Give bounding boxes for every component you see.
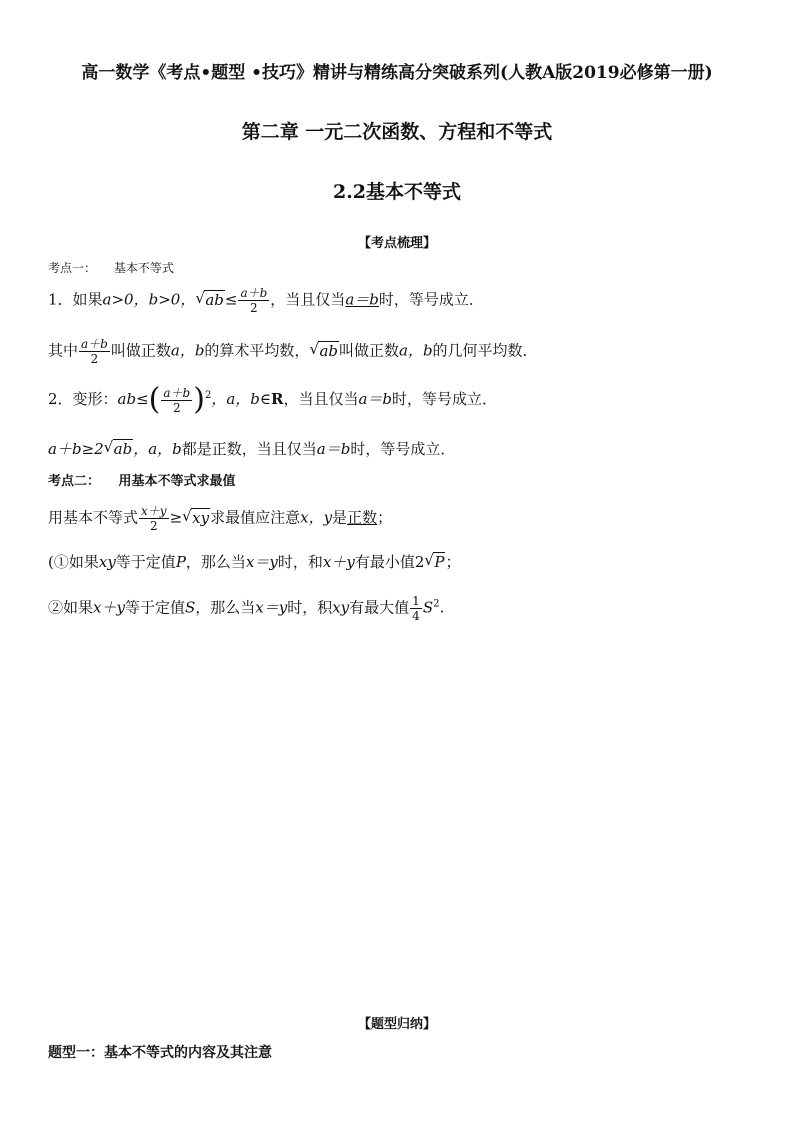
l1-leq: ≤: [224, 290, 238, 309]
formula-line-7: ②如果x＋y等于定值S，那么当x＝y时，积xy有最大值 $\frac{1}{4}$ $S^2$.: [48, 594, 445, 623]
point2-heading: [48, 470, 236, 489]
section-title: 2.2基本不等式: [332, 181, 462, 203]
formula-line-5: 用基本不等式 $\frac{x+y}{2}$ ≥√ xy求最值应注意x，y是正数；: [48, 504, 392, 533]
formula-line-1: [48, 286, 484, 315]
series-title: 高一数学《考点•题型 •技巧》精讲与精练高分突破系列(人教A版2019必修第一册): [81, 63, 713, 83]
l1-mid: ，当且仅当: [270, 290, 346, 309]
l1-end: 时，等号成立．: [378, 290, 484, 309]
point1-title: 基本不等式: [113, 261, 174, 275]
l7-fraction: $\frac{1}{4}$: [412, 594, 420, 623]
l2-sqrt: √ ab: [309, 342, 339, 360]
tixing-heading: 【题型归纳】: [357, 1017, 436, 1032]
l3-fraction: $\frac{a+b}{2}$: [163, 385, 191, 415]
l4-sqrt: √ ab: [104, 440, 134, 458]
formula-line-3: 2．变形：ab≤( $\frac{a+b}{2}$ )$^2$，a，b∈R，当且仅当a＝b时，等号成立．: [48, 382, 498, 417]
point1-label: 考点一：: [48, 261, 97, 275]
formula-line-4: a＋b≥2√ ab，a，b都是正数，当且仅当a＝b时，等号成立．: [48, 438, 455, 459]
l5-fraction: $\frac{x+y}{2}$: [141, 504, 167, 533]
l1-fraction: $\frac{a+b}{2}$: [240, 286, 268, 315]
l5-sqrt: √ xy: [182, 509, 210, 527]
l1-prefix: 1．如果: [48, 290, 103, 309]
point2-label: 考点二：: [48, 474, 101, 489]
chapter-title: 第二章 一元二次函数、方程和不等式: [241, 121, 553, 143]
l5-positive: 正数: [347, 508, 378, 527]
point2-title: 用基本不等式求最值: [118, 474, 236, 489]
kaodian-heading: 【考点梳理】: [357, 236, 436, 251]
l1-sqrt: √ ab: [195, 291, 225, 309]
formula-line-6: (①如果xy等于定值P，那么当x＝y时，和x＋y有最小值2√ P；: [48, 551, 460, 572]
l1-equality: a＝b: [345, 290, 379, 309]
l1-condition: a>0，b>0，: [102, 290, 196, 309]
point1-heading: [48, 259, 174, 276]
question-type-1: 题型一：基本不等式的内容及其注意: [48, 1045, 272, 1061]
formula-line-2: 其中 $\frac{a+b}{2}$ 叫做正数a，b的算术平均数，√ ab叫做正数a，b的几何平均数．: [48, 337, 538, 366]
l6-sqrt: √ P: [424, 553, 445, 571]
l2-fraction: $\frac{a+b}{2}$: [81, 337, 108, 366]
